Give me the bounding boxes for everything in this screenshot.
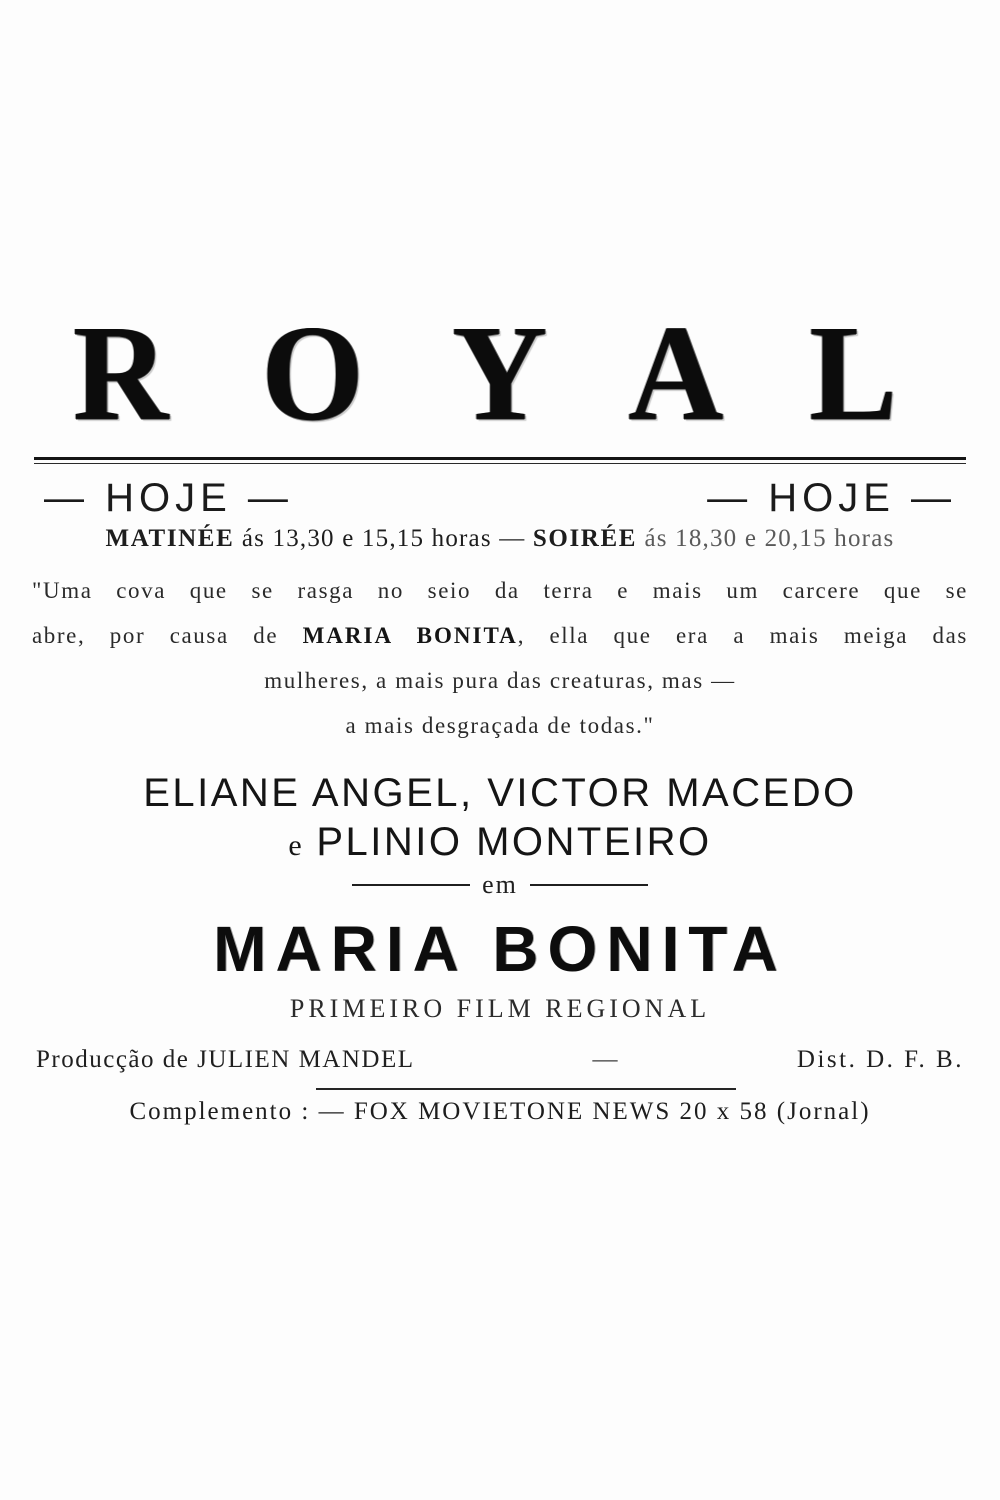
cast-line-2-names: PLINIO MONTEIRO <box>316 819 712 864</box>
cast-list <box>26 769 974 867</box>
soiree-label: SOIRÉE <box>532 525 637 553</box>
production-credit: Producção de JULIEN MANDEL <box>36 1046 415 1074</box>
today-row <box>26 474 974 521</box>
distributor-credit: Dist. D. F. B. <box>796 1046 964 1074</box>
theatre-masthead: R O Y A L <box>72 296 928 450</box>
em-divider-row <box>26 870 974 900</box>
quote-line-2-post: , ella que era a mais meiga das <box>517 623 968 649</box>
divider-right <box>530 884 648 886</box>
complement-line: Complemento : — FOX MOVIETONE NEWS 20 x 58 (Jornal) <box>129 1098 871 1126</box>
cast-line-1: ELIANE ANGEL, VICTOR MACEDO <box>143 770 857 815</box>
matinee-label: MATINÉE <box>105 525 235 553</box>
matinee-times: ás 13,30 e 15,15 horas <box>241 525 492 553</box>
film-subtitle: PRIMEIRO FILM REGIONAL <box>289 994 711 1024</box>
cast-conjunction: e <box>288 828 303 862</box>
em-label: em <box>482 870 518 900</box>
session-separator: — <box>499 525 526 553</box>
soiree-times: ás 18,30 e 20,15 horas <box>644 525 895 553</box>
promotional-quote <box>26 569 974 748</box>
quote-line-4: a mais desgraçada de todas." <box>345 712 655 738</box>
masthead-divider-thin <box>34 463 966 464</box>
quote-line-3: mulheres, a mais pura das creaturas, mas — <box>264 668 736 694</box>
credits-row <box>26 1046 974 1074</box>
quote-line-2-pre: abre, por causa de <box>32 623 303 649</box>
cast-line-2 <box>26 818 974 867</box>
today-label-left: — HOJE — <box>44 476 293 521</box>
session-times <box>26 525 974 553</box>
quote-line-2 <box>26 614 974 659</box>
complement-divider <box>316 1088 736 1090</box>
divider-left <box>352 884 470 886</box>
film-title: MARIA BONITA <box>213 913 787 986</box>
quote-line-1: "Uma cova que se rasga no seio da terra e mais um carcere que se <box>32 578 968 604</box>
masthead-divider-thick <box>34 457 966 460</box>
quote-film-name: MARIA BONITA <box>302 623 518 649</box>
cinema-advertisement <box>0 296 1000 1126</box>
today-label-right: — HOJE — <box>707 476 956 521</box>
credits-dash: — <box>592 1046 619 1074</box>
